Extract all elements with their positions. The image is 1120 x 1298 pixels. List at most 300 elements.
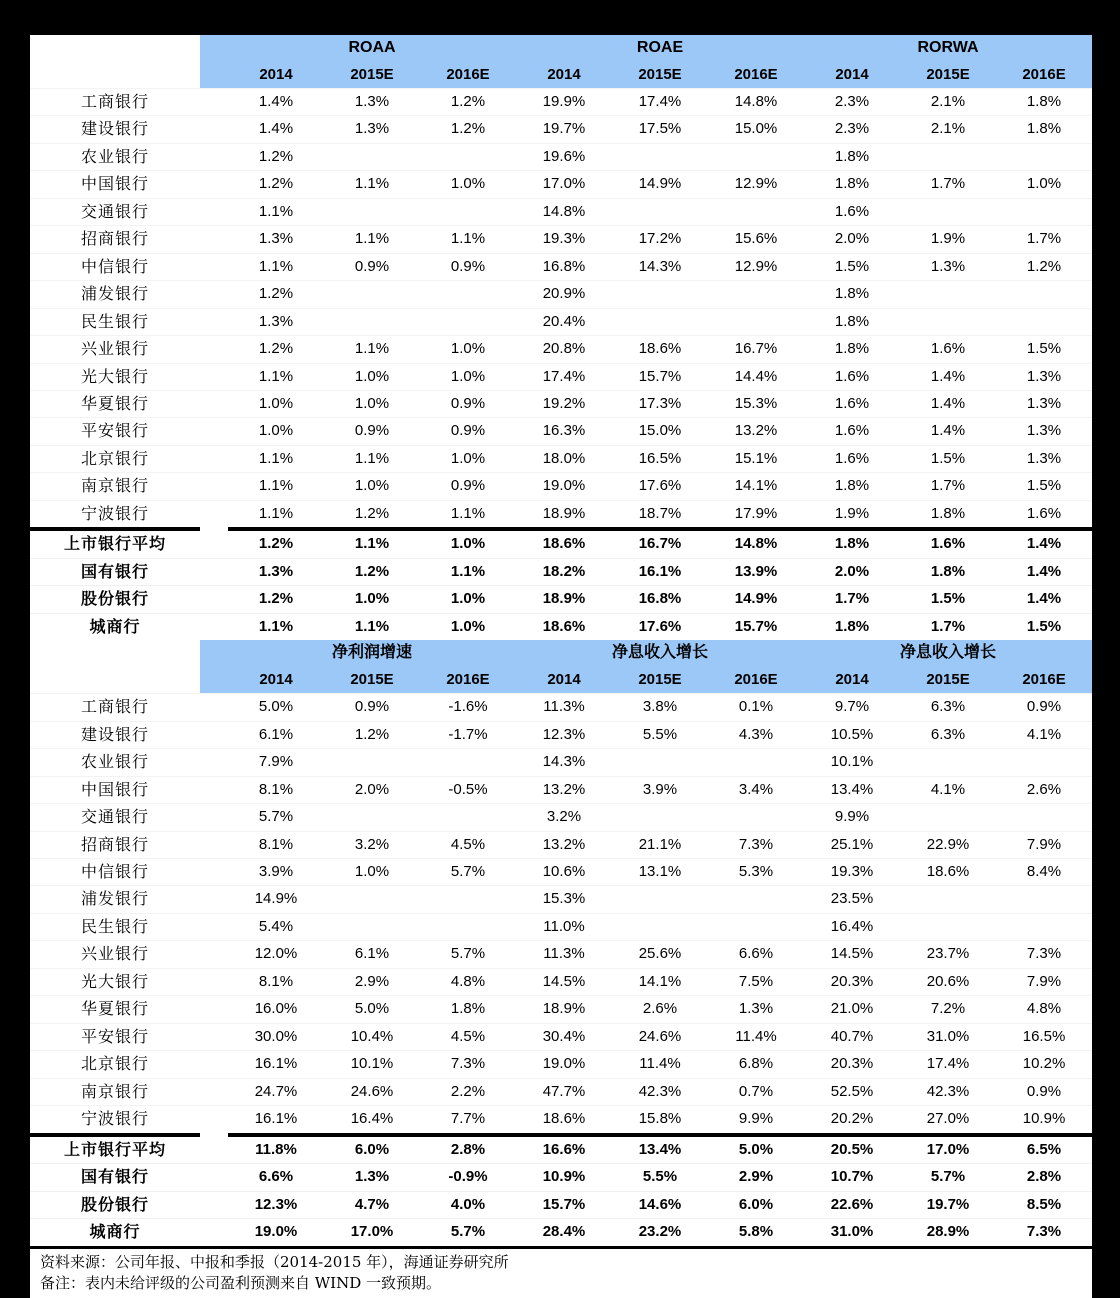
year-header: 2016E <box>708 61 804 89</box>
value-cell: 1.3% <box>900 253 996 280</box>
value-cell: 8.1% <box>228 831 324 858</box>
value-cell: 16.3% <box>516 418 612 445</box>
bank-name: 招商银行 <box>30 226 200 253</box>
value-cell <box>708 913 804 940</box>
value-cell: 1.0% <box>324 858 420 885</box>
value-cell: 1.7% <box>900 171 996 198</box>
year-header: 2016E <box>996 61 1092 89</box>
value-cell: 5.7% <box>900 1164 996 1192</box>
value-cell: 1.2% <box>228 336 324 363</box>
bank-row <box>30 500 1092 529</box>
value-cell: 7.7% <box>420 1106 516 1135</box>
bank-row <box>30 996 1092 1023</box>
value-cell <box>612 749 708 776</box>
group-header: RORWA <box>804 35 1092 61</box>
value-cell <box>324 143 420 170</box>
row-spacer-cell <box>200 445 228 472</box>
bank-row <box>30 858 1092 885</box>
value-cell: 15.1% <box>708 445 804 472</box>
value-cell: 5.5% <box>612 1164 708 1192</box>
value-cell: 1.6% <box>804 198 900 225</box>
summary-name: 城商行 <box>30 613 200 640</box>
value-cell: 11.8% <box>228 1135 324 1164</box>
value-cell: 14.1% <box>612 968 708 995</box>
group-header: 净息收入增长 <box>804 640 1092 666</box>
value-cell: 13.2% <box>516 776 612 803</box>
value-cell: 0.9% <box>324 418 420 445</box>
row-spacer-cell <box>200 1051 228 1078</box>
source-note: 资料来源：公司年报、中报和季报（2014-2015 年），海通证券研究所 <box>40 1252 509 1271</box>
value-cell: 1.3% <box>996 363 1092 390</box>
value-cell: 20.3% <box>804 968 900 995</box>
value-cell <box>324 886 420 913</box>
value-cell <box>708 281 804 308</box>
value-cell: 13.9% <box>708 558 804 586</box>
value-cell <box>420 913 516 940</box>
bank-row <box>30 749 1092 776</box>
value-cell <box>900 281 996 308</box>
bank-name: 交通银行 <box>30 804 200 831</box>
value-cell <box>324 198 420 225</box>
row-spacer-cell <box>200 776 228 803</box>
value-cell: 2.3% <box>804 116 900 143</box>
value-cell: 12.9% <box>708 253 804 280</box>
bank-row <box>30 171 1092 198</box>
value-cell: 16.7% <box>612 529 708 558</box>
value-cell: 2.0% <box>804 226 900 253</box>
row-spacer-cell <box>200 143 228 170</box>
value-cell: 5.7% <box>420 858 516 885</box>
value-cell: 52.5% <box>804 1078 900 1105</box>
row-spacer-cell <box>200 89 228 116</box>
value-cell: 16.7% <box>708 336 804 363</box>
value-cell: 5.7% <box>420 941 516 968</box>
header-spacer-cell <box>200 640 228 666</box>
value-cell: 1.1% <box>324 171 420 198</box>
value-cell: 6.6% <box>228 1164 324 1192</box>
bank-row <box>30 308 1092 335</box>
value-cell: 14.9% <box>708 586 804 614</box>
value-cell: 1.2% <box>228 586 324 614</box>
summary-name: 上市银行平均 <box>30 529 200 558</box>
value-cell <box>612 198 708 225</box>
bank-row <box>30 143 1092 170</box>
bank-name: 北京银行 <box>30 445 200 472</box>
corner-cell <box>30 35 200 61</box>
value-cell <box>324 749 420 776</box>
value-cell: 11.4% <box>612 1051 708 1078</box>
value-cell: 6.3% <box>900 721 996 748</box>
value-cell: 28.4% <box>516 1219 612 1246</box>
value-cell: 0.9% <box>420 418 516 445</box>
value-cell: 40.7% <box>804 1023 900 1050</box>
value-cell: 18.6% <box>516 613 612 640</box>
value-cell <box>612 804 708 831</box>
value-cell: 15.7% <box>708 613 804 640</box>
value-cell: 0.9% <box>420 253 516 280</box>
year-header: 2016E <box>996 666 1092 694</box>
value-cell: 1.2% <box>324 721 420 748</box>
bank-row <box>30 721 1092 748</box>
value-cell: 16.0% <box>228 996 324 1023</box>
value-cell <box>996 198 1092 225</box>
value-cell: 1.3% <box>996 418 1092 445</box>
value-cell <box>900 804 996 831</box>
value-cell: 30.4% <box>516 1023 612 1050</box>
bank-name: 北京银行 <box>30 1051 200 1078</box>
summary-row <box>30 558 1092 586</box>
value-cell: 2.1% <box>900 89 996 116</box>
row-spacer-cell <box>200 804 228 831</box>
value-cell: 27.0% <box>900 1106 996 1135</box>
value-cell: 1.2% <box>996 253 1092 280</box>
value-cell <box>996 913 1092 940</box>
value-cell: 1.4% <box>900 418 996 445</box>
value-cell: 6.5% <box>996 1135 1092 1164</box>
value-cell: 1.4% <box>900 363 996 390</box>
value-cell <box>708 804 804 831</box>
row-spacer-cell <box>200 586 228 614</box>
value-cell: 18.9% <box>516 586 612 614</box>
row-spacer-cell <box>200 886 228 913</box>
row-spacer-cell <box>200 1106 228 1135</box>
value-cell: 1.4% <box>900 390 996 417</box>
year-header: 2015E <box>324 61 420 89</box>
value-cell <box>612 913 708 940</box>
value-cell: 13.2% <box>708 418 804 445</box>
year-header: 2015E <box>324 666 420 694</box>
value-cell: 1.8% <box>804 473 900 500</box>
value-cell: 23.7% <box>900 941 996 968</box>
value-cell <box>612 886 708 913</box>
bank-name: 光大银行 <box>30 968 200 995</box>
value-cell: 15.3% <box>708 390 804 417</box>
bank-row <box>30 941 1092 968</box>
value-cell: 1.1% <box>324 226 420 253</box>
value-cell: 7.3% <box>996 941 1092 968</box>
value-cell: 2.8% <box>996 1164 1092 1192</box>
row-spacer-cell <box>200 529 228 558</box>
value-cell: 17.5% <box>612 116 708 143</box>
bank-row <box>30 336 1092 363</box>
value-cell: 21.0% <box>804 996 900 1023</box>
value-cell: 1.6% <box>900 336 996 363</box>
value-cell: 30.0% <box>228 1023 324 1050</box>
value-cell <box>996 281 1092 308</box>
row-spacer-cell <box>200 253 228 280</box>
value-cell: 11.3% <box>516 941 612 968</box>
value-cell: 1.1% <box>228 363 324 390</box>
summary-row <box>30 1219 1092 1246</box>
value-cell: 25.1% <box>804 831 900 858</box>
data-table-1 <box>30 35 1092 640</box>
value-cell: 1.0% <box>324 473 420 500</box>
value-cell: 1.8% <box>804 336 900 363</box>
value-cell <box>708 198 804 225</box>
row-spacer-cell <box>200 613 228 640</box>
value-cell: 1.4% <box>996 586 1092 614</box>
value-cell: 9.9% <box>708 1106 804 1135</box>
value-cell: 1.1% <box>324 336 420 363</box>
value-cell: 1.3% <box>228 226 324 253</box>
value-cell: 1.2% <box>228 529 324 558</box>
group-header-row <box>30 640 1092 666</box>
row-spacer-cell <box>200 363 228 390</box>
year-header: 2014 <box>804 666 900 694</box>
bank-row <box>30 418 1092 445</box>
row-spacer-cell <box>200 473 228 500</box>
value-cell: 10.7% <box>804 1164 900 1192</box>
value-cell: 1.4% <box>996 558 1092 586</box>
year-header: 2014 <box>516 666 612 694</box>
bank-row <box>30 116 1092 143</box>
value-cell: 1.1% <box>324 445 420 472</box>
value-cell: 8.4% <box>996 858 1092 885</box>
year-header-row <box>30 666 1092 694</box>
summary-row <box>30 529 1092 558</box>
value-cell: 24.6% <box>324 1078 420 1105</box>
value-cell: 2.0% <box>324 776 420 803</box>
value-cell: 1.1% <box>324 613 420 640</box>
bank-row <box>30 1078 1092 1105</box>
group-header: ROAA <box>228 35 516 61</box>
value-cell: 3.9% <box>612 776 708 803</box>
row-spacer-cell <box>200 1191 228 1219</box>
value-cell: 1.1% <box>324 529 420 558</box>
value-cell: 1.1% <box>228 445 324 472</box>
value-cell: 4.5% <box>420 1023 516 1050</box>
value-cell: 12.0% <box>228 941 324 968</box>
value-cell: 4.8% <box>420 968 516 995</box>
bank-name: 工商银行 <box>30 89 200 116</box>
value-cell: 1.1% <box>228 500 324 529</box>
row-spacer-cell <box>200 941 228 968</box>
value-cell: 23.2% <box>612 1219 708 1246</box>
bank-name: 农业银行 <box>30 143 200 170</box>
bank-name: 民生银行 <box>30 308 200 335</box>
bank-name: 浦发银行 <box>30 281 200 308</box>
row-spacer-cell <box>200 336 228 363</box>
value-cell: 25.6% <box>612 941 708 968</box>
value-cell: 17.0% <box>324 1219 420 1246</box>
value-cell: 6.6% <box>708 941 804 968</box>
bank-row <box>30 473 1092 500</box>
value-cell: 1.0% <box>228 390 324 417</box>
bank-name: 兴业银行 <box>30 336 200 363</box>
value-cell: 16.1% <box>612 558 708 586</box>
value-cell: 12.9% <box>708 171 804 198</box>
value-cell: 10.1% <box>804 749 900 776</box>
value-cell: 19.0% <box>516 473 612 500</box>
value-cell <box>612 308 708 335</box>
remark-note: 备注：表内未给评级的公司盈利预测来自 WIND 一致预期。 <box>40 1273 442 1292</box>
row-spacer-cell <box>200 721 228 748</box>
value-cell <box>900 198 996 225</box>
bank-name: 建设银行 <box>30 116 200 143</box>
value-cell: 1.5% <box>900 445 996 472</box>
value-cell: 4.3% <box>708 721 804 748</box>
value-cell: 3.9% <box>228 858 324 885</box>
value-cell: 22.6% <box>804 1191 900 1219</box>
bank-name: 兴业银行 <box>30 941 200 968</box>
value-cell: 1.8% <box>996 89 1092 116</box>
value-cell <box>708 308 804 335</box>
row-spacer-cell <box>200 308 228 335</box>
value-cell: 4.1% <box>996 721 1092 748</box>
value-cell: 1.2% <box>228 281 324 308</box>
value-cell: 24.7% <box>228 1078 324 1105</box>
value-cell <box>708 749 804 776</box>
value-cell: 6.3% <box>900 694 996 721</box>
bank-row <box>30 445 1092 472</box>
value-cell <box>324 281 420 308</box>
year-header: 2015E <box>612 666 708 694</box>
bank-name: 中信银行 <box>30 253 200 280</box>
value-cell: 1.8% <box>804 308 900 335</box>
bank-row <box>30 776 1092 803</box>
value-cell: 1.0% <box>324 586 420 614</box>
value-cell: 19.0% <box>228 1219 324 1246</box>
value-cell: 16.5% <box>996 1023 1092 1050</box>
value-cell: 1.1% <box>228 473 324 500</box>
row-spacer-cell <box>200 198 228 225</box>
value-cell: 1.8% <box>420 996 516 1023</box>
value-cell: 2.8% <box>420 1135 516 1164</box>
value-cell: 42.3% <box>612 1078 708 1105</box>
group-header: 净息收入增长 <box>516 640 804 666</box>
bank-row <box>30 198 1092 225</box>
value-cell: 12.3% <box>228 1191 324 1219</box>
value-cell: 1.5% <box>996 336 1092 363</box>
summary-name: 城商行 <box>30 1219 200 1246</box>
value-cell: 3.4% <box>708 776 804 803</box>
value-cell: 2.9% <box>708 1164 804 1192</box>
value-cell <box>900 308 996 335</box>
value-cell: 1.3% <box>996 445 1092 472</box>
header-spacer-cell <box>200 666 228 694</box>
year-header: 2014 <box>228 61 324 89</box>
value-cell: 15.8% <box>612 1106 708 1135</box>
value-cell: 16.1% <box>228 1106 324 1135</box>
value-cell: 1.8% <box>804 529 900 558</box>
value-cell: 10.6% <box>516 858 612 885</box>
value-cell: 1.3% <box>708 996 804 1023</box>
value-cell: 1.7% <box>804 586 900 614</box>
summary-name: 国有银行 <box>30 1164 200 1192</box>
value-cell: 4.0% <box>420 1191 516 1219</box>
bank-row <box>30 831 1092 858</box>
bank-name: 建设银行 <box>30 721 200 748</box>
value-cell: 1.3% <box>324 1164 420 1192</box>
value-cell: 19.9% <box>516 89 612 116</box>
value-cell <box>420 308 516 335</box>
value-cell: 17.4% <box>516 363 612 390</box>
bank-name: 中国银行 <box>30 171 200 198</box>
value-cell: 1.0% <box>228 418 324 445</box>
value-cell: 1.2% <box>420 116 516 143</box>
value-cell: 14.1% <box>708 473 804 500</box>
value-cell: 6.1% <box>324 941 420 968</box>
row-spacer-cell <box>200 749 228 776</box>
value-cell: 1.7% <box>900 613 996 640</box>
value-cell: 1.0% <box>420 613 516 640</box>
value-cell: 11.0% <box>516 913 612 940</box>
value-cell: 19.2% <box>516 390 612 417</box>
value-cell: 10.1% <box>324 1051 420 1078</box>
value-cell <box>996 804 1092 831</box>
summary-name: 上市银行平均 <box>30 1135 200 1164</box>
bank-name: 中信银行 <box>30 858 200 885</box>
value-cell: 15.0% <box>612 418 708 445</box>
value-cell: -0.9% <box>420 1164 516 1192</box>
value-cell: 7.9% <box>996 831 1092 858</box>
bank-row <box>30 253 1092 280</box>
value-cell: 1.7% <box>900 473 996 500</box>
bank-name: 工商银行 <box>30 694 200 721</box>
value-cell: 1.0% <box>420 445 516 472</box>
row-spacer-cell <box>200 996 228 1023</box>
value-cell: 1.1% <box>420 558 516 586</box>
value-cell: 1.8% <box>900 558 996 586</box>
value-cell: 1.1% <box>228 613 324 640</box>
value-cell: 2.9% <box>324 968 420 995</box>
bank-name: 交通银行 <box>30 198 200 225</box>
value-cell: 4.1% <box>900 776 996 803</box>
value-cell <box>324 804 420 831</box>
row-spacer-cell <box>200 1023 228 1050</box>
value-cell: 2.6% <box>996 776 1092 803</box>
value-cell: 6.1% <box>228 721 324 748</box>
value-cell: 1.0% <box>420 363 516 390</box>
value-cell: 4.5% <box>420 831 516 858</box>
bank-name: 光大银行 <box>30 363 200 390</box>
value-cell: 7.3% <box>996 1219 1092 1246</box>
value-cell: 21.1% <box>612 831 708 858</box>
row-spacer-cell <box>200 1219 228 1246</box>
value-cell: 1.8% <box>804 143 900 170</box>
row-spacer-cell <box>200 116 228 143</box>
value-cell: 19.0% <box>516 1051 612 1078</box>
value-cell: 1.0% <box>420 171 516 198</box>
value-cell <box>996 308 1092 335</box>
value-cell: 17.4% <box>900 1051 996 1078</box>
value-cell: 1.0% <box>324 390 420 417</box>
value-cell: 1.0% <box>996 171 1092 198</box>
value-cell: 20.8% <box>516 336 612 363</box>
value-cell: 14.5% <box>516 968 612 995</box>
value-cell: 42.3% <box>900 1078 996 1105</box>
value-cell: 5.5% <box>612 721 708 748</box>
value-cell: 14.3% <box>516 749 612 776</box>
bank-name: 华夏银行 <box>30 996 200 1023</box>
value-cell: 14.9% <box>612 171 708 198</box>
year-header: 2016E <box>420 666 516 694</box>
value-cell: 9.7% <box>804 694 900 721</box>
value-cell: 1.3% <box>228 308 324 335</box>
bank-row <box>30 89 1092 116</box>
value-cell: 20.9% <box>516 281 612 308</box>
value-cell: 1.5% <box>996 613 1092 640</box>
value-cell <box>420 886 516 913</box>
value-cell <box>612 143 708 170</box>
value-cell: 13.4% <box>804 776 900 803</box>
bank-name: 浦发银行 <box>30 886 200 913</box>
bank-name: 民生银行 <box>30 913 200 940</box>
value-cell: 20.4% <box>516 308 612 335</box>
bank-name: 农业银行 <box>30 749 200 776</box>
value-cell: 17.4% <box>612 89 708 116</box>
value-cell: 18.6% <box>612 336 708 363</box>
